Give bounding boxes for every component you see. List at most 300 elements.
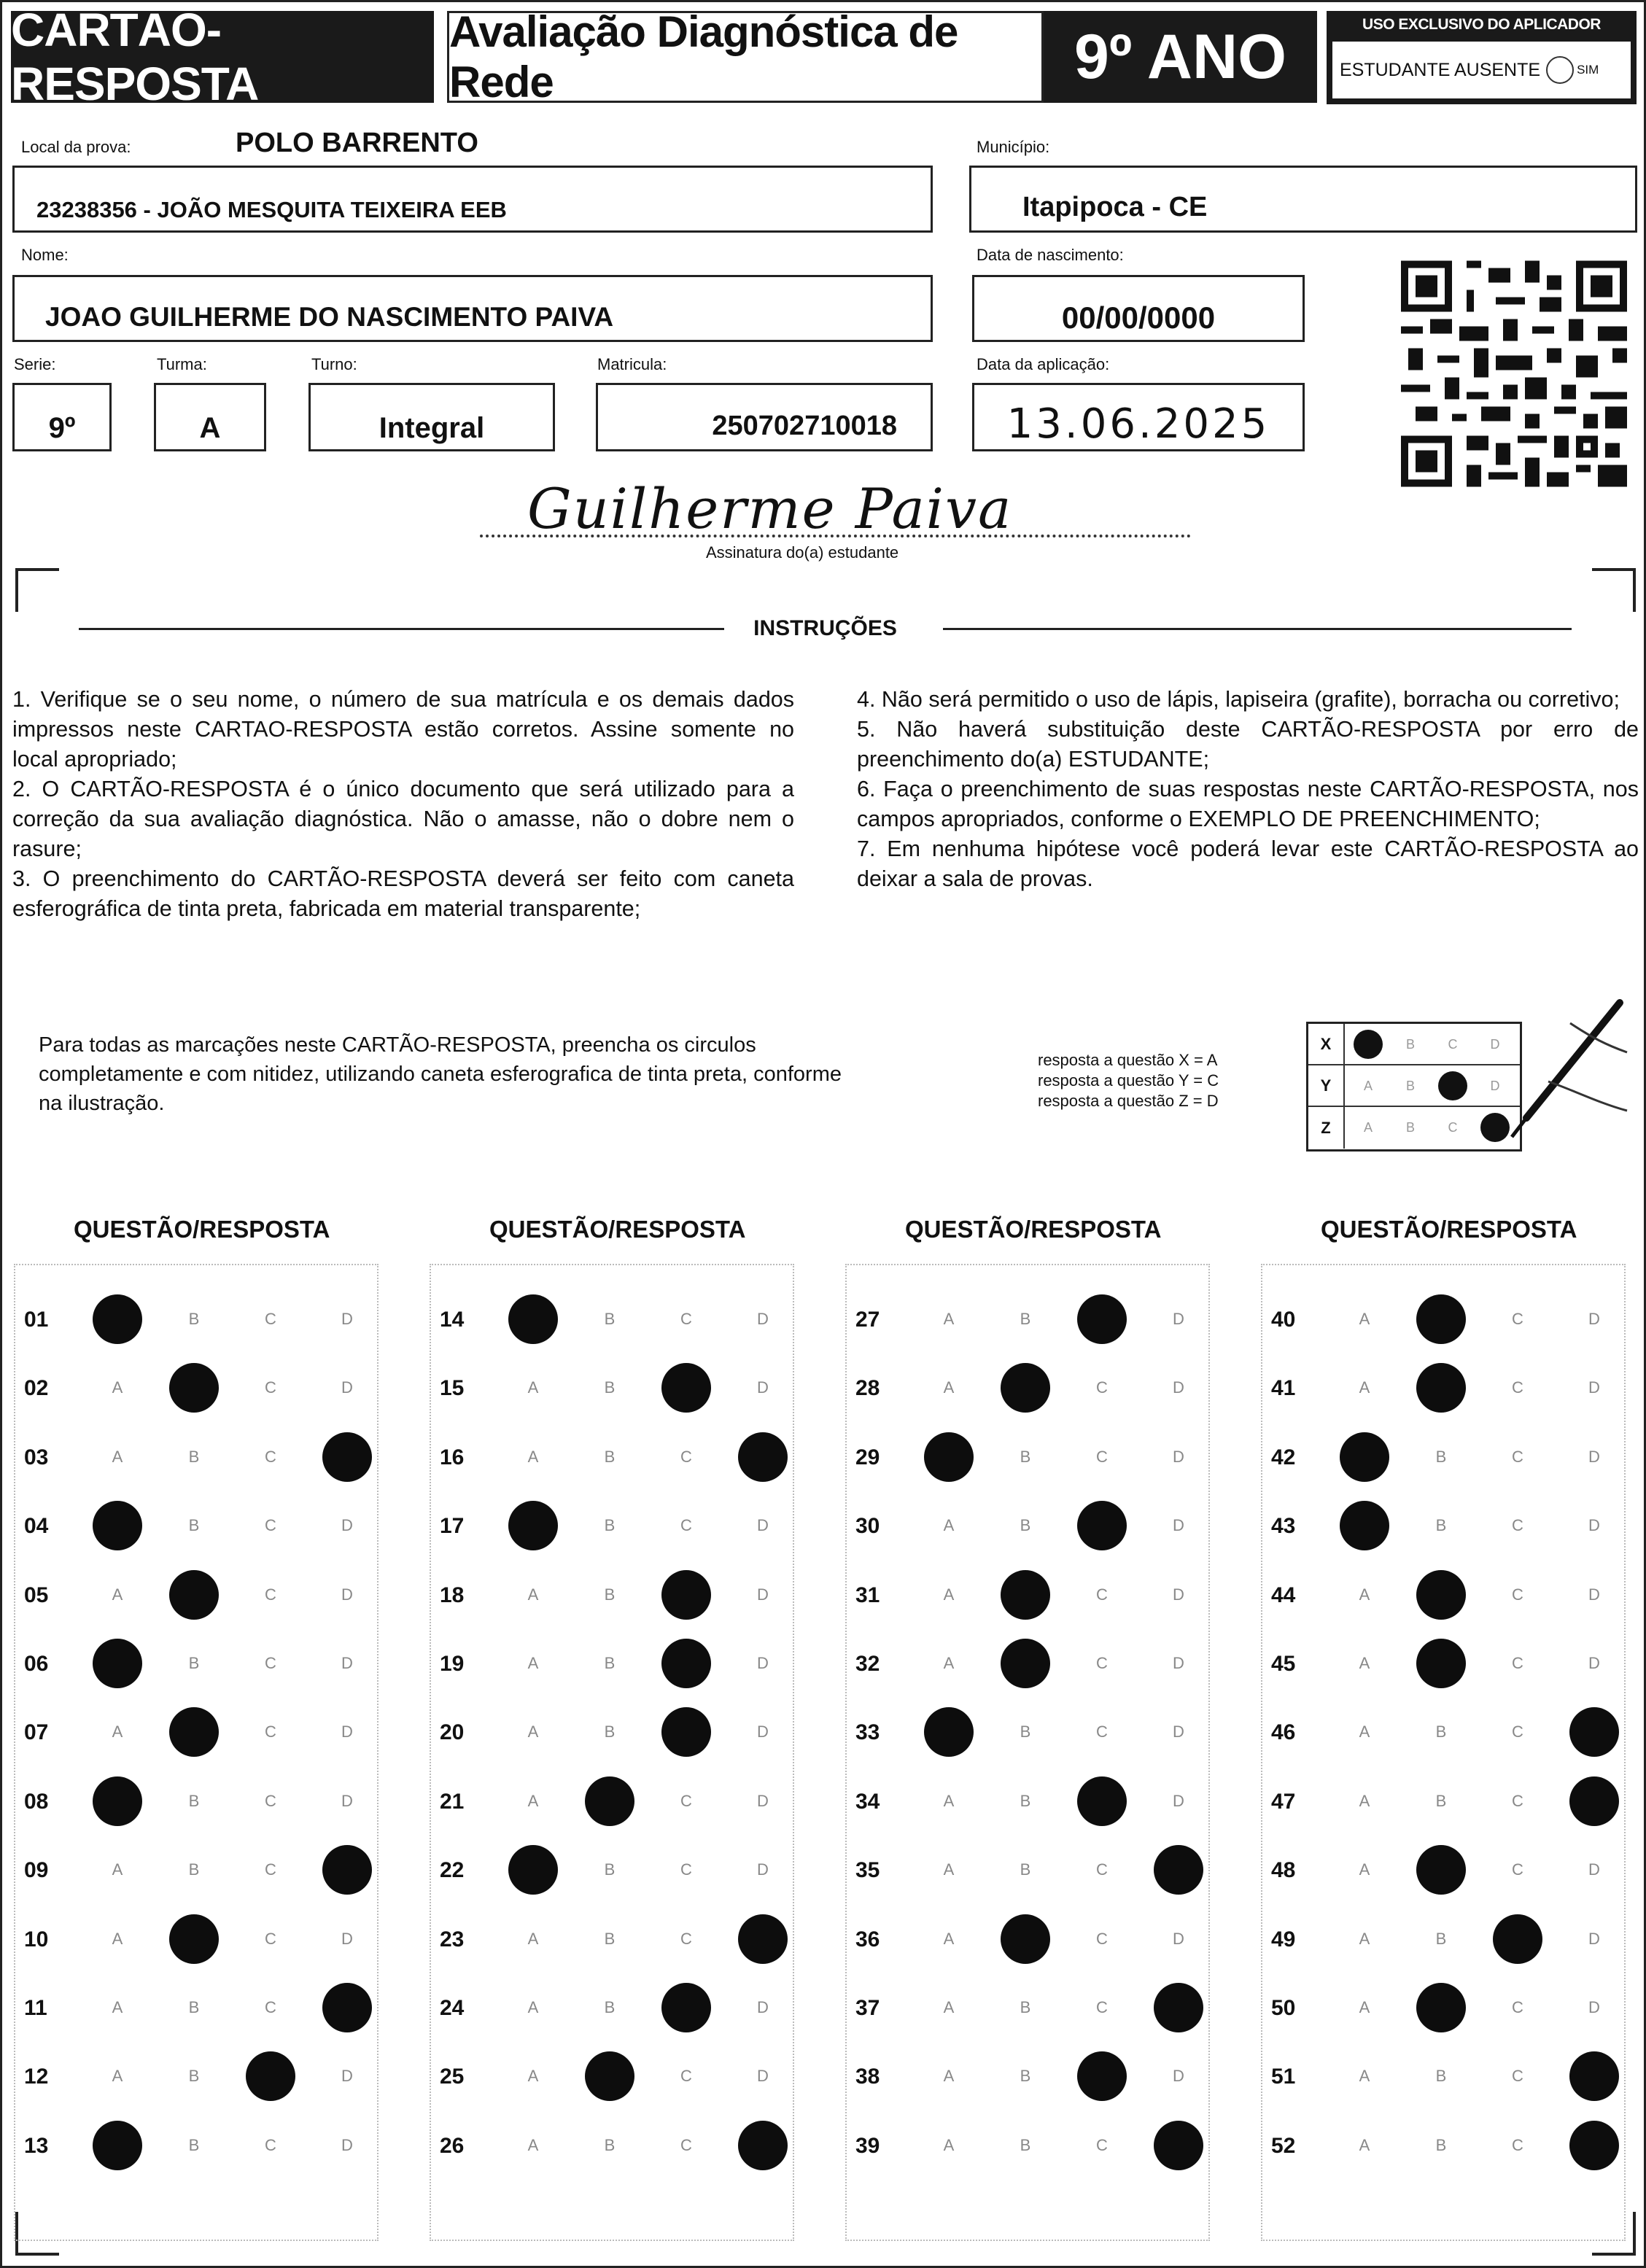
aplicacao-field <box>972 383 1305 451</box>
nascimento-value: 00/00/0000 <box>1061 300 1216 335</box>
answer-bubble[interactable] <box>1077 1501 1127 1550</box>
instructions-right <box>857 685 1639 894</box>
answer-bubble[interactable]: A <box>943 1310 955 1328</box>
answer-bubble[interactable]: D <box>757 1516 769 1535</box>
serie-label: Serie: <box>14 355 56 373</box>
answer-bubble[interactable]: D <box>1173 1723 1184 1741</box>
answer-bubble[interactable]: A <box>527 1929 539 1948</box>
nascimento-label: Data de nascimento: <box>977 246 1124 264</box>
answer-bubble[interactable]: B <box>188 1516 200 1535</box>
answer-bubble[interactable]: B <box>1435 2135 1447 2154</box>
question-row <box>855 1299 1206 1343</box>
answer-bubble[interactable]: B <box>1020 1516 1031 1535</box>
question-row <box>440 1712 790 1755</box>
answer-bubble[interactable]: D <box>341 2135 353 2154</box>
aplicacao-label: Data da aplicação: <box>977 355 1110 373</box>
answer-bubble[interactable]: C <box>1512 1998 1523 2016</box>
question-number: 37 <box>855 1996 880 2020</box>
answer-bubble[interactable] <box>508 1501 558 1550</box>
answer-bubble[interactable]: B <box>188 1860 200 1879</box>
answer-bubble[interactable] <box>1077 1294 1127 1344</box>
answer-bubble[interactable]: C <box>680 1447 692 1466</box>
answer-bubble[interactable]: B <box>1435 2067 1447 2086</box>
answer-bubble[interactable] <box>738 1432 788 1482</box>
answer-bubble[interactable]: A <box>1359 1585 1370 1604</box>
answer-bubble[interactable]: C <box>1512 1447 1523 1466</box>
answer-bubble[interactable] <box>1154 2121 1203 2170</box>
question-number: 22 <box>440 1858 465 1883</box>
instruction-item: 7. Em nenhuma hipótese você poderá levar este CARTÃO-RESPOSTA ao deixar a sala de provas. <box>857 836 1639 891</box>
answer-bubble[interactable] <box>1416 1363 1466 1413</box>
question-row <box>24 1299 374 1343</box>
answer-bubble[interactable]: A <box>112 1447 123 1466</box>
question-number: 49 <box>1271 1927 1296 1952</box>
serie-value: 9º <box>48 412 76 444</box>
answer-bubble[interactable]: C <box>1512 2067 1523 2086</box>
answer-bubble[interactable]: D <box>757 1860 769 1879</box>
question-row <box>440 1505 790 1549</box>
answer-bubble[interactable]: D <box>341 1654 353 1672</box>
pen-icon <box>1483 994 1628 1154</box>
answer-bubble[interactable]: C <box>265 1723 276 1741</box>
answer-bubble[interactable]: B <box>604 2135 616 2154</box>
question-number: 26 <box>440 2133 465 2158</box>
answer-bubble[interactable] <box>508 1845 558 1895</box>
answer-bubble[interactable]: A <box>112 1998 123 2016</box>
answer-bubble[interactable] <box>661 1639 711 1688</box>
municipio-field <box>969 166 1637 233</box>
answer-bubble[interactable]: A <box>1359 1310 1370 1328</box>
nome-field <box>12 275 933 342</box>
instruction-item: 5. Não haverá substituição deste CARTÃO-RESPOSTA por erro de preenchimento do(a) ESTUDANTE; <box>857 717 1639 772</box>
answer-bubble[interactable]: A <box>527 1585 539 1604</box>
column-header: QUESTÃO/RESPOSTA <box>905 1216 1162 1243</box>
example-legend <box>1038 1047 1219 1114</box>
answer-bubble[interactable]: D <box>1173 1378 1184 1397</box>
answer-bubble[interactable]: C <box>265 1310 276 1328</box>
answer-bubble[interactable]: B <box>604 1378 616 1397</box>
absent-field <box>1332 42 1631 98</box>
question-number: 20 <box>440 1720 465 1745</box>
example-line: resposta a questão Z = D <box>1038 1092 1219 1110</box>
question-row <box>1271 1367 1621 1411</box>
answer-bubble[interactable] <box>1001 1570 1050 1620</box>
answer-bubble[interactable]: C <box>1512 1654 1523 1672</box>
answer-bubble[interactable]: A <box>943 1654 955 1672</box>
answer-bubble[interactable]: B <box>1435 1723 1447 1741</box>
answer-bubble[interactable]: B <box>1020 2135 1031 2154</box>
question-number: 02 <box>24 1376 49 1401</box>
answer-bubble[interactable]: C <box>680 2067 692 2086</box>
answer-bubble[interactable]: D <box>1173 1929 1184 1948</box>
answer-bubble[interactable] <box>1001 1363 1050 1413</box>
answer-bubble[interactable]: D <box>757 1998 769 2016</box>
answer-bubble[interactable]: D <box>341 2067 353 2086</box>
question-number: 27 <box>855 1308 880 1332</box>
question-row <box>440 2056 790 2100</box>
answer-bubble[interactable]: C <box>265 1860 276 1879</box>
answer-bubble[interactable] <box>169 1707 219 1757</box>
answer-bubble[interactable]: D <box>1173 1585 1184 1604</box>
answer-bubble[interactable]: D <box>1588 1447 1600 1466</box>
answer-bubble[interactable]: C <box>680 1516 692 1535</box>
example-bubble <box>1354 1030 1383 1059</box>
answer-bubble[interactable]: B <box>604 1585 616 1604</box>
example-bubble <box>1438 1071 1467 1100</box>
question-row <box>1271 2125 1621 2169</box>
answer-bubble[interactable]: C <box>265 1998 276 2016</box>
answer-bubble[interactable]: C <box>1096 1654 1108 1672</box>
answer-bubble[interactable]: A <box>1359 2135 1370 2154</box>
answer-bubble[interactable]: B <box>604 1860 616 1879</box>
question-number: 31 <box>855 1582 880 1607</box>
answer-bubble[interactable]: B <box>1020 1998 1031 2016</box>
answer-bubble[interactable]: A <box>943 1791 955 1810</box>
answer-bubble[interactable]: A <box>112 1723 123 1741</box>
answer-bubble[interactable] <box>1077 2051 1127 2101</box>
answer-bubble[interactable] <box>924 1432 974 1482</box>
question-number: 03 <box>24 1445 49 1469</box>
answer-bubble[interactable] <box>1416 1570 1466 1620</box>
question-row <box>855 1849 1206 1893</box>
answer-bubble[interactable]: B <box>1435 1791 1447 1810</box>
question-number: 06 <box>24 1652 49 1676</box>
instruction-item: 2. O CARTÃO-RESPOSTA é o único documento que será utilizado para a correção da sua avaliação diagnóstica. Não o amasse, não o dobre nem o rasure; <box>12 777 794 861</box>
fill-note: Para todas as marcações neste CARTÃO-RESPOSTA, preencha os circulos completamente e com nitidez, utilizando caneta esferografica de tinta preta, conforme na ilustração. <box>39 1033 842 1115</box>
answer-bubble[interactable]: D <box>757 1791 769 1810</box>
question-number: 43 <box>1271 1514 1296 1539</box>
example-bubble: A <box>1363 1119 1373 1135</box>
question-number: 36 <box>855 1927 880 1952</box>
question-number: 13 <box>24 2133 49 2158</box>
instruction-item: 3. O preenchimento do CARTÃO-RESPOSTA deverá ser feito com caneta esferográfica de tinta preta, fabricada em material transparente; <box>12 866 794 921</box>
answer-bubble[interactable]: B <box>1435 1929 1447 1948</box>
question-row <box>855 1919 1206 1962</box>
question-row <box>24 1987 374 2031</box>
answer-bubble[interactable]: A <box>527 2135 539 2154</box>
answer-bubble[interactable]: A <box>527 1447 539 1466</box>
answer-bubble[interactable] <box>322 1983 372 2032</box>
answer-bubble[interactable] <box>1077 1776 1127 1826</box>
question-number: 05 <box>24 1582 49 1607</box>
answer-bubble[interactable]: A <box>943 1860 955 1879</box>
answer-bubble[interactable]: C <box>1512 1791 1523 1810</box>
answer-bubble[interactable]: D <box>1173 1516 1184 1535</box>
answer-bubble[interactable]: A <box>1359 1723 1370 1741</box>
absent-bubble[interactable] <box>1546 56 1574 84</box>
grade-badge: 9º ANO <box>1044 11 1317 103</box>
answer-bubble[interactable]: A <box>943 1585 955 1604</box>
answer-bubble[interactable]: B <box>188 1310 200 1328</box>
answer-bubble[interactable]: D <box>757 1310 769 1328</box>
answer-bubble[interactable] <box>1001 1639 1050 1688</box>
answer-bubble[interactable]: C <box>265 1378 276 1397</box>
answer-bubble[interactable]: D <box>341 1723 353 1741</box>
example-key: Z <box>1308 1107 1345 1149</box>
question-row <box>24 1849 374 1893</box>
exam-name: Avaliação Diagnóstica de Rede <box>447 11 1044 103</box>
answer-bubble[interactable]: A <box>112 1860 123 1879</box>
answer-bubble[interactable] <box>1416 1639 1466 1688</box>
answer-bubble[interactable] <box>585 2051 634 2101</box>
answer-bubble[interactable] <box>1569 1776 1619 1826</box>
answer-bubble[interactable]: B <box>1435 1516 1447 1535</box>
answer-bubble[interactable]: C <box>680 2135 692 2154</box>
question-row <box>24 2125 374 2169</box>
answer-bubble[interactable]: C <box>1512 1516 1523 1535</box>
question-number: 11 <box>24 1996 47 2020</box>
answer-bubble[interactable]: B <box>1435 1447 1447 1466</box>
answer-bubble[interactable] <box>1340 1501 1389 1550</box>
nome-value: JOAO GUILHERME DO NASCIMENTO PAIVA <box>45 302 614 332</box>
answer-bubble[interactable]: D <box>1588 1310 1600 1328</box>
answer-bubble[interactable] <box>93 1501 142 1550</box>
answer-bubble[interactable]: C <box>1512 1860 1523 1879</box>
example-bubble: C <box>1448 1119 1458 1135</box>
question-row <box>24 1505 374 1549</box>
answer-bubble[interactable]: A <box>943 1998 955 2016</box>
answer-bubble[interactable] <box>661 1707 711 1757</box>
answer-bubble[interactable]: D <box>757 1723 769 1741</box>
answer-bubble[interactable]: C <box>1096 1585 1108 1604</box>
answer-bubble[interactable] <box>93 1776 142 1826</box>
answer-bubble[interactable] <box>169 1570 219 1620</box>
question-number: 09 <box>24 1858 49 1883</box>
answer-bubble[interactable]: A <box>1359 1860 1370 1879</box>
answer-bubble[interactable]: D <box>1588 1378 1600 1397</box>
answer-bubble[interactable]: B <box>604 1654 616 1672</box>
answer-bubble[interactable]: D <box>1173 1310 1184 1328</box>
answer-bubble[interactable]: D <box>341 1378 353 1397</box>
answer-bubble[interactable]: A <box>112 1929 123 1948</box>
answer-bubble[interactable]: B <box>1020 1860 1031 1879</box>
answer-bubble[interactable]: C <box>265 1929 276 1948</box>
answer-bubble[interactable]: B <box>188 1654 200 1672</box>
answer-bubble[interactable]: A <box>943 2135 955 2154</box>
answer-bubble[interactable]: B <box>1020 1447 1031 1466</box>
answer-bubble[interactable]: A <box>1359 1654 1370 1672</box>
answer-bubble[interactable]: C <box>265 1654 276 1672</box>
answer-bubble[interactable]: C <box>680 1791 692 1810</box>
answer-bubble[interactable]: D <box>1588 1998 1600 2016</box>
question-row <box>1271 1849 1621 1893</box>
answer-bubble[interactable]: D <box>757 2067 769 2086</box>
answer-bubble[interactable]: A <box>527 1378 539 1397</box>
question-row <box>440 1437 790 1480</box>
question-number: 35 <box>855 1858 880 1883</box>
answer-bubble[interactable]: C <box>1512 1310 1523 1328</box>
question-number: 04 <box>24 1514 49 1539</box>
answer-bubble[interactable]: B <box>604 1310 616 1328</box>
answer-bubble[interactable]: B <box>188 1998 200 2016</box>
answer-bubble[interactable] <box>1569 2121 1619 2170</box>
matricula-value: 250702710018 <box>712 411 897 441</box>
answer-bubble[interactable]: A <box>527 1654 539 1672</box>
answer-bubble[interactable]: D <box>1588 1585 1600 1604</box>
question-row <box>24 1367 374 1411</box>
answer-bubble[interactable]: B <box>188 2135 200 2154</box>
question-number: 01 <box>24 1308 49 1332</box>
answer-bubble[interactable]: A <box>527 1723 539 1741</box>
question-row <box>1271 1505 1621 1549</box>
answer-bubble[interactable] <box>93 1639 142 1688</box>
question-number: 41 <box>1271 1376 1296 1401</box>
question-number: 34 <box>855 1789 880 1814</box>
answer-bubble[interactable]: D <box>341 1310 353 1328</box>
answer-bubble[interactable]: B <box>188 2067 200 2086</box>
nascimento-field <box>972 275 1305 342</box>
answer-bubble[interactable]: D <box>1173 1791 1184 1810</box>
answer-bubble[interactable] <box>1416 1845 1466 1895</box>
question-number: 50 <box>1271 1996 1296 2020</box>
answer-bubble[interactable] <box>1154 1845 1203 1895</box>
example-bubble: B <box>1405 1078 1415 1093</box>
answer-bubble[interactable] <box>1416 1294 1466 1344</box>
answer-bubble[interactable] <box>661 1983 711 2032</box>
answer-bubble[interactable] <box>1416 1983 1466 2032</box>
question-number: 44 <box>1271 1582 1296 1607</box>
answer-bubble[interactable]: C <box>265 1791 276 1810</box>
answer-bubble[interactable] <box>1154 1983 1203 2032</box>
answer-bubble[interactable]: B <box>1020 1723 1031 1741</box>
answer-bubble[interactable]: D <box>341 1585 353 1604</box>
answer-bubble[interactable]: D <box>341 1791 353 1810</box>
answer-bubble[interactable]: D <box>757 1585 769 1604</box>
answer-bubble[interactable]: C <box>1512 1723 1523 1741</box>
answer-bubble[interactable]: C <box>1096 2135 1108 2154</box>
answer-bubble[interactable]: C <box>265 1585 276 1604</box>
answer-bubble[interactable] <box>93 2121 142 2170</box>
answer-bubble[interactable]: C <box>680 1310 692 1328</box>
answer-bubble[interactable] <box>169 1363 219 1413</box>
answer-bubble[interactable]: C <box>1096 1378 1108 1397</box>
answer-bubble[interactable]: A <box>112 2067 123 2086</box>
answer-bubble[interactable]: D <box>341 1929 353 1948</box>
answer-bubble[interactable]: A <box>943 1378 955 1397</box>
question-row <box>1271 1643 1621 1687</box>
answer-bubble[interactable]: A <box>1359 1929 1370 1948</box>
answer-bubble[interactable]: C <box>1096 1723 1108 1741</box>
example-key: Y <box>1308 1065 1345 1106</box>
answer-bubble[interactable] <box>1569 2051 1619 2101</box>
answer-bubble[interactable]: D <box>1173 1447 1184 1466</box>
answer-bubble[interactable]: A <box>1359 1791 1370 1810</box>
answer-bubble[interactable]: D <box>1588 1516 1600 1535</box>
answer-bubble[interactable]: C <box>1512 2135 1523 2154</box>
answer-bubble[interactable]: A <box>943 2067 955 2086</box>
answer-bubble[interactable]: C <box>1096 1447 1108 1466</box>
question-row <box>24 1437 374 1480</box>
answer-bubble[interactable]: C <box>1096 1998 1108 2016</box>
answer-bubble[interactable] <box>738 2121 788 2170</box>
answer-bubble[interactable]: A <box>112 1378 123 1397</box>
answer-bubble[interactable]: A <box>1359 1378 1370 1397</box>
answer-bubble[interactable] <box>661 1570 711 1620</box>
matricula-label: Matricula: <box>597 355 667 373</box>
question-number: 24 <box>440 1996 465 2020</box>
municipio-label: Município: <box>977 138 1050 156</box>
answer-bubble[interactable]: D <box>1588 1860 1600 1879</box>
question-number: 18 <box>440 1582 465 1607</box>
answer-bubble[interactable]: D <box>1173 1654 1184 1672</box>
answer-bubble[interactable]: D <box>341 1516 353 1535</box>
answer-bubble[interactable] <box>1001 1914 1050 1964</box>
signature-line <box>480 535 1191 537</box>
answer-bubble[interactable] <box>585 1776 634 1826</box>
example-line: resposta a questão Y = C <box>1038 1071 1219 1090</box>
answer-bubble[interactable]: D <box>757 1378 769 1397</box>
answer-bubble[interactable] <box>322 1432 372 1482</box>
answer-bubble[interactable]: B <box>1020 1791 1031 1810</box>
answer-bubble[interactable]: A <box>1359 2067 1370 2086</box>
answer-bubble[interactable]: B <box>604 1723 616 1741</box>
answer-bubble[interactable]: C <box>1096 1860 1108 1879</box>
answer-bubble[interactable]: C <box>680 1860 692 1879</box>
answer-bubble[interactable]: D <box>1588 1654 1600 1672</box>
school-field <box>12 166 933 233</box>
answer-bubble[interactable]: B <box>604 1929 616 1948</box>
example-key: X <box>1308 1024 1345 1064</box>
answer-bubble[interactable]: D <box>1588 1929 1600 1948</box>
question-number: 29 <box>855 1445 880 1469</box>
answer-bubble[interactable]: B <box>188 1791 200 1810</box>
question-row <box>1271 1299 1621 1343</box>
answer-bubble[interactable]: A <box>527 2067 539 2086</box>
answer-bubble[interactable]: A <box>527 1791 539 1810</box>
question-row <box>1271 1712 1621 1755</box>
answer-bubble[interactable] <box>169 1914 219 1964</box>
answer-bubble[interactable]: A <box>943 1516 955 1535</box>
answer-bubble[interactable]: B <box>604 1516 616 1535</box>
answer-bubble[interactable]: C <box>265 2135 276 2154</box>
answer-bubble[interactable] <box>924 1707 974 1757</box>
answer-bubble[interactable] <box>508 1294 558 1344</box>
answer-bubble[interactable]: A <box>112 1585 123 1604</box>
answer-bubble[interactable] <box>661 1363 711 1413</box>
answer-bubble[interactable]: B <box>1020 2067 1031 2086</box>
question-number: 52 <box>1271 2133 1296 2158</box>
turma-label: Turma: <box>157 355 207 373</box>
answer-bubble[interactable]: A <box>1359 1998 1370 2016</box>
answer-bubble[interactable]: C <box>1096 1929 1108 1948</box>
answer-bubble[interactable]: D <box>1173 2067 1184 2086</box>
answer-bubble[interactable]: B <box>1020 1310 1031 1328</box>
answer-bubble[interactable]: D <box>757 1654 769 1672</box>
answer-bubble[interactable]: C <box>265 1516 276 1535</box>
question-row <box>24 1712 374 1755</box>
municipio-value: Itapipoca - CE <box>1022 192 1208 222</box>
answer-bubble[interactable] <box>246 2051 295 2101</box>
example-bubble: C <box>1448 1036 1458 1052</box>
answer-bubble[interactable]: C <box>680 1929 692 1948</box>
answer-bubble[interactable] <box>738 1914 788 1964</box>
question-number: 19 <box>440 1652 465 1676</box>
answer-bubble[interactable] <box>1569 1707 1619 1757</box>
answer-bubble[interactable] <box>93 1294 142 1344</box>
answer-bubble[interactable]: C <box>265 1447 276 1466</box>
answer-bubble[interactable]: B <box>604 1998 616 2016</box>
answer-bubble[interactable]: B <box>188 1447 200 1466</box>
answer-bubble[interactable]: B <box>604 1447 616 1466</box>
answer-bubble[interactable] <box>322 1845 372 1895</box>
answer-bubble[interactable]: A <box>943 1929 955 1948</box>
answer-bubble[interactable]: C <box>1512 1585 1523 1604</box>
answer-bubble[interactable]: A <box>527 1998 539 2016</box>
answer-bubble[interactable]: C <box>1512 1378 1523 1397</box>
answer-bubble[interactable] <box>1340 1432 1389 1482</box>
question-row <box>24 1919 374 1962</box>
answer-bubble[interactable] <box>1493 1914 1542 1964</box>
